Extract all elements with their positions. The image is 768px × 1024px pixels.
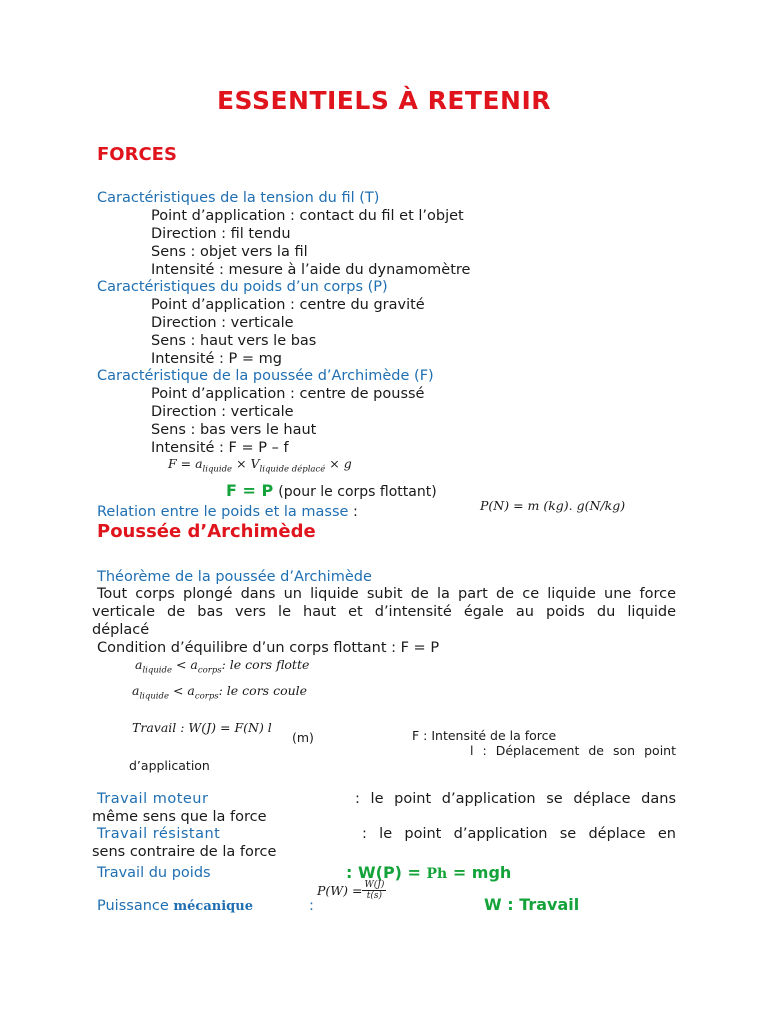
tension-line: Direction : fil tendu	[151, 226, 291, 242]
condition-coule: $a_{liquide} < a_{corps}$: le cors coule	[132, 683, 308, 702]
poussee-line: Direction : verticale	[151, 404, 294, 420]
theorem-line: verticale de bas vers le haut et d’intensité égale au poids du liquide	[92, 604, 676, 620]
tension-line: Intensité : mesure à l’aide du dynamomètre	[151, 262, 471, 278]
travail-poids-formula: : W(P) = Ph = mgh	[346, 863, 512, 882]
poussee-line: Sens : bas vers le haut	[151, 422, 317, 438]
condition-line: Condition d’équilibre d’un corps flottant : F = P	[97, 640, 440, 656]
displacement-definition-cont: d’application	[129, 758, 210, 773]
relation-heading: Relation entre le poids et la masse :	[97, 504, 358, 520]
travail-formula: Travail : W(J) = F(N) l	[132, 720, 272, 735]
poids-line: Direction : verticale	[151, 315, 294, 331]
forces-heading: FORCES	[97, 144, 177, 165]
puissance-colon: :	[309, 898, 314, 914]
displacement-definition: l : Déplacement de son point	[470, 743, 676, 758]
travail-moteur-label: Travail moteur	[97, 791, 209, 807]
travail-resistant-text: : le point d’application se déplace en	[362, 826, 676, 842]
travail-moteur-cont: même sens que la force	[92, 809, 267, 825]
puissance-formula: P(W) = $\frac{W(J)}{t(s)}$	[317, 880, 385, 901]
page-title: ESSENTIELS À RETENIR	[216, 86, 552, 115]
theorem-line: Tout corps plongé dans un liquide subit de la part de ce liquide une force	[97, 586, 676, 602]
poussee-heading: Caractéristique de la poussée d’Archimède (F)	[97, 368, 434, 384]
puissance-label: Puissance mécanique	[97, 898, 253, 914]
tension-line: Point d’application : contact du fil et l’objet	[151, 208, 464, 224]
travail-unit: (m)	[292, 730, 314, 745]
work-definition: W : Travail	[484, 895, 580, 914]
flottant-note: (pour le corps flottant)	[278, 484, 437, 500]
theorem-line: déplacé	[92, 622, 150, 638]
poussee-line: Intensité : F = P – f	[151, 440, 289, 456]
poids-heading: Caractéristiques du poids d’un corps (P)	[97, 279, 388, 295]
travail-resistant-cont: sens contraire de la force	[92, 844, 277, 860]
force-definition: F : Intensité de la force	[412, 728, 557, 743]
flottant-equation: F = P	[226, 481, 274, 500]
condition-flotte: $a_{liquide} < a_{corps}$: le cors flotte	[135, 657, 310, 676]
poussee-line: Point d’application : centre de poussé	[151, 386, 425, 402]
flottant-line	[226, 481, 437, 500]
archimede-formula: $F = a_{liquide} \times V_{liquide déplacé} \times g$	[168, 456, 352, 475]
poids-line: Intensité : P = mg	[151, 351, 282, 367]
tension-line: Sens : objet vers la fil	[151, 244, 308, 260]
poids-line: Sens : haut vers le bas	[151, 333, 317, 349]
travail-resistant-label: Travail résistant	[97, 826, 221, 842]
archimede-heading: Poussée d’Archimède	[97, 521, 316, 542]
relation-formula: P(N) = m (kg). g(N/kg)	[480, 498, 626, 513]
poids-line: Point d’application : centre du gravité	[151, 297, 425, 313]
travail-poids-label: Travail du poids	[97, 865, 211, 881]
tension-heading: Caractéristiques de la tension du fil (T)	[97, 190, 380, 206]
theorem-heading: Théorème de la poussée d’Archimède	[97, 569, 372, 585]
travail-moteur-text: : le point d’application se déplace dans	[355, 791, 676, 807]
